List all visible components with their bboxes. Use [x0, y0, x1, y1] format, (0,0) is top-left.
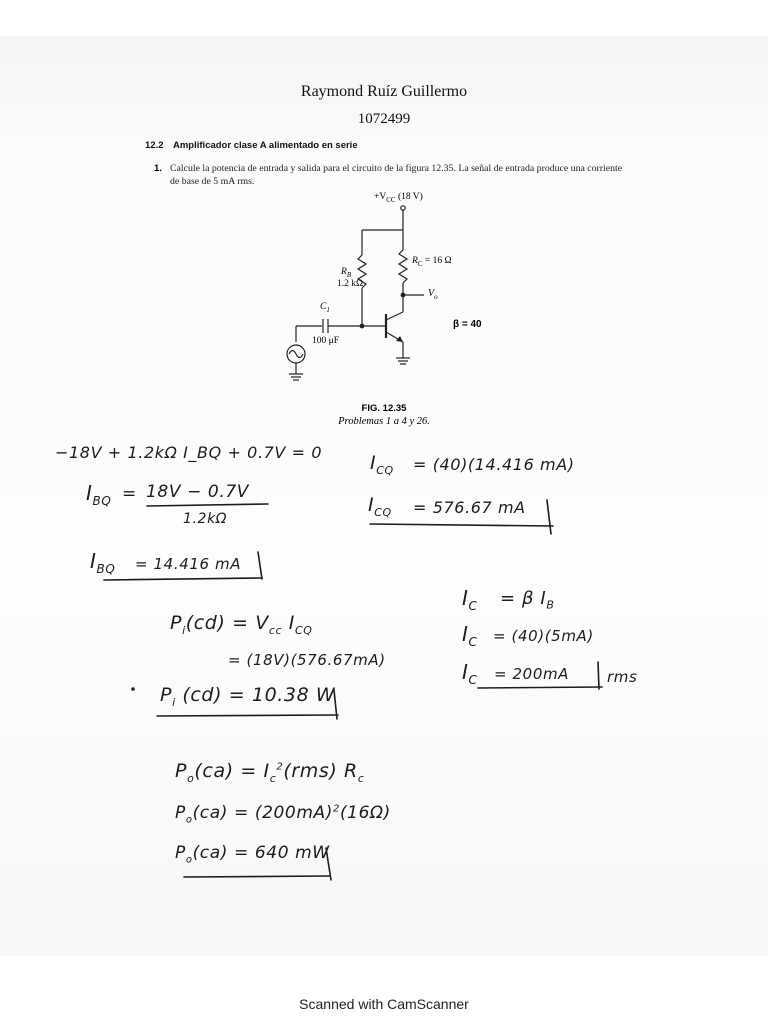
- ic-underline: [478, 687, 602, 688]
- icq-result-bracket: [547, 500, 551, 534]
- po-result-bracket: [326, 848, 331, 880]
- po-underline: [184, 876, 330, 877]
- figure-caption: Problemas 1 a 4 y 26.: [338, 416, 430, 427]
- student-name: Raymond Ruíz Guillermo: [300, 83, 468, 100]
- ibq-underline: [104, 578, 262, 580]
- ibq-denominator: 1.2kΩ: [183, 511, 228, 527]
- ic-result-bracket: [598, 662, 599, 689]
- stray-mark: [132, 688, 134, 690]
- icq-line-1: = (40)(14.416 mA): [413, 455, 575, 474]
- pi-line-1: $P_i(cd) = V_{cc}$ $I_{CQ}$: [170, 612, 313, 637]
- rb-label: $R_B$: [341, 267, 352, 279]
- pi-line-2: = (18V)(576.67mA): [228, 651, 386, 669]
- scanner-watermark: Scanned with CamScanner: [299, 996, 469, 1012]
- section-number: 12.2: [145, 140, 164, 151]
- rc-label: $R_C = 16$ Ω: [412, 256, 452, 268]
- ibq-numerator: 18V − 0.7V: [146, 482, 249, 502]
- po-line-1: $P_o(ca) = I_c^2(rms)$ $R_c$: [175, 760, 365, 785]
- ibq-equals: =: [122, 484, 137, 504]
- po-line-3: $P_o(ca) = 640$ mW: [175, 843, 330, 866]
- problem-statement: Calcule la potencia de entrada y salida para el circuito de la figura 12.35. La señal de entrada produce una corriente de base de 5 mA rms.: [170, 163, 623, 187]
- ic-line-3: = 200mA: [494, 665, 570, 683]
- ibq-result: = 14.416 mA: [135, 555, 242, 573]
- ic-line-1: = β $I_B$: [500, 588, 555, 612]
- ic-line-2: = (40)(5mA): [493, 627, 594, 645]
- kvl-equation: −18V + 1.2kΩ I_BQ + 0.7V = 0: [55, 443, 323, 462]
- vcc-label: $+V_{CC}$ (18 V): [374, 192, 423, 204]
- student-id: 1072499: [357, 111, 411, 127]
- pi-line-3: $P_i$ (cd) = 10.38 W: [160, 684, 336, 709]
- c1-label: $C_1$: [320, 302, 330, 314]
- icq-symbol-2: $I_{CQ}$: [368, 494, 392, 519]
- ibq-symbol: $I_{BQ}$: [86, 481, 112, 508]
- ic-symbol-3: $I_C$: [462, 660, 478, 687]
- icq-line-2: = 576.67 mA: [413, 498, 526, 517]
- figure-label: FIG. 12.35: [361, 403, 407, 414]
- ibq-result-symbol: $I_{BQ}$: [90, 549, 116, 576]
- section-title: Amplificador clase A alimentado en serie: [173, 140, 358, 151]
- problem-number: 1.: [154, 163, 162, 174]
- icq-underline: [370, 524, 553, 526]
- fraction-bar: [147, 504, 268, 506]
- rb-value: 1.2 kΩ: [337, 279, 364, 289]
- capacitor-value: 100 μF: [312, 336, 340, 346]
- ic-symbol-1: $I_C$: [462, 586, 478, 613]
- vo-label: $V_o$: [428, 288, 438, 301]
- po-line-2: $P_o(ca) = (200mA)^2(16\Omega)$: [175, 803, 391, 826]
- ic-rms: rms: [607, 668, 638, 686]
- beta-label: β = 40: [453, 319, 482, 330]
- ibq-result-bracket: [258, 552, 262, 579]
- ic-symbol-2: $I_C$: [462, 622, 478, 649]
- icq-symbol-1: $I_{CQ}$: [370, 452, 394, 477]
- pi-underline: [157, 715, 338, 716]
